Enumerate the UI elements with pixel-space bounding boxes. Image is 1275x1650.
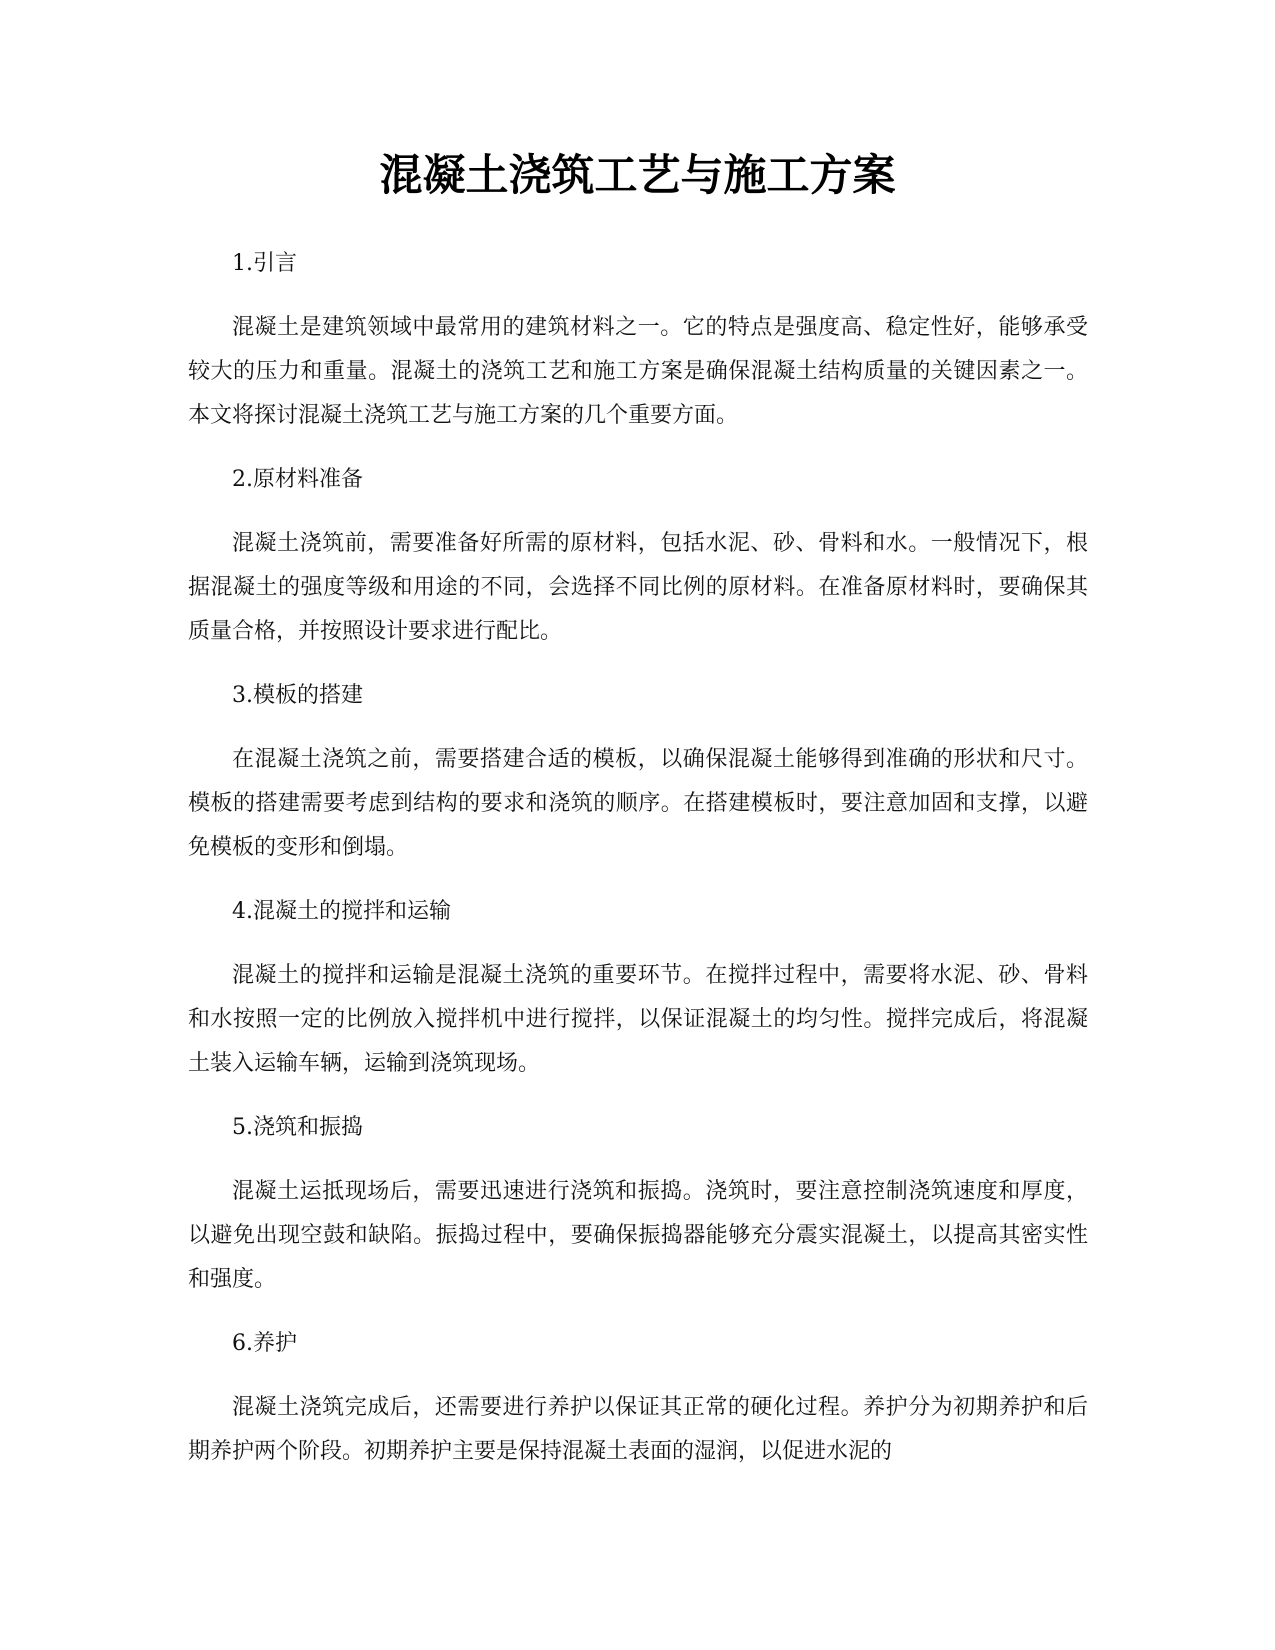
document-title: 混凝土浇筑工艺与施工方案 [379, 151, 896, 201]
section-paragraph-intro: 混凝土是建筑领域中最常用的建筑材料之一。它的特点是强度高、稳定性好，能够承受较大的压力和重量。混凝土的浇筑工艺和施工方案是确保混凝土结构质量的关键因素之一。本文将探讨混凝土浇筑工艺与施工方案的几个重要方面。 [188, 315, 1088, 428]
section-paragraph-pouring: 混凝土运抵现场后，需要迅速进行浇筑和振捣。浇筑时，要注意控制浇筑速度和厚度，以避免出现空鼓和缺陷。振捣过程中，要确保振捣器能够充分震实混凝土，以提高其密实性和强度。 [188, 1179, 1088, 1292]
section-heading-intro: 1.引言 [232, 251, 297, 276]
section-paragraph-materials: 混凝土浇筑前，需要准备好所需的原材料，包括水泥、砂、骨料和水。一般情况下，根据混凝土的强度等级和用途的不同，会选择不同比例的原材料。在准备原材料时，要确保其质量合格，并按照设计要求进行配比。 [188, 531, 1088, 644]
section-paragraph-curing: 混凝土浇筑完成后，还需要进行养护以保证其正常的硬化过程。养护分为初期养护和后期养护两个阶段。初期养护主要是保持混凝土表面的湿润，以促进水泥的 [188, 1395, 1088, 1464]
document-body [188, 242, 1088, 1494]
section-paragraph-formwork: 在混凝土浇筑之前，需要搭建合适的模板，以确保混凝土能够得到准确的形状和尺寸。模板的搭建需要考虑到结构的要求和浇筑的顺序。在搭建模板时，要注意加固和支撑，以避免模板的变形和倒塌。 [188, 747, 1088, 860]
section-heading-pouring: 5.浇筑和振捣 [232, 1115, 363, 1140]
section-paragraph-mixing: 混凝土的搅拌和运输是混凝土浇筑的重要环节。在搅拌过程中，需要将水泥、砂、骨料和水按照一定的比例放入搅拌机中进行搅拌，以保证混凝土的均匀性。搅拌完成后，将混凝土装入运输车辆，运输到浇筑现场。 [188, 963, 1088, 1076]
section-heading-mixing: 4.混凝土的搅拌和运输 [232, 899, 451, 924]
section-heading-materials: 2.原材料准备 [232, 467, 363, 492]
section-heading-curing: 6.养护 [232, 1331, 297, 1356]
section-heading-formwork: 3.模板的搭建 [232, 683, 363, 708]
